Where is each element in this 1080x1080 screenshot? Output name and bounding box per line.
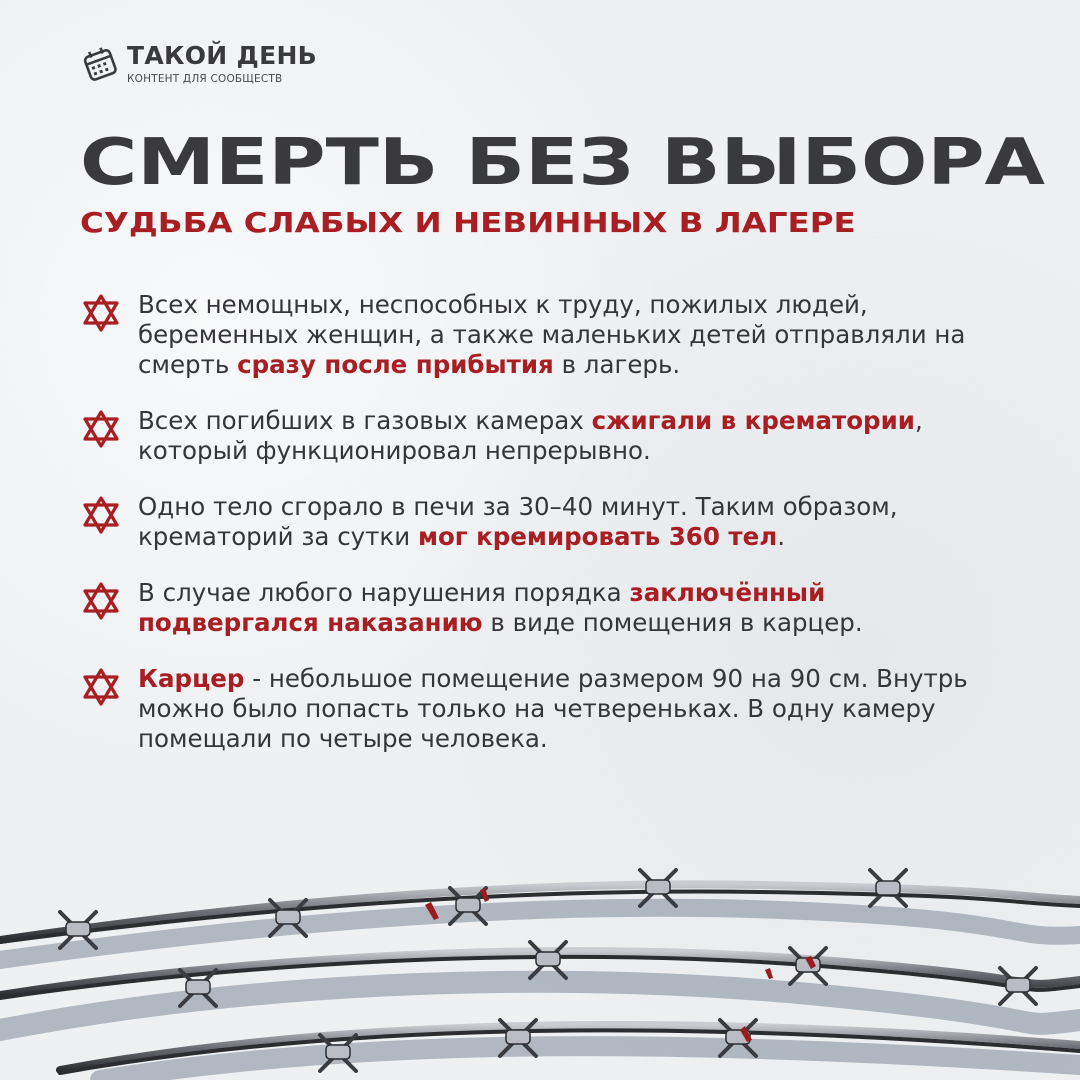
fact-text-end: в лагерь. <box>553 350 681 379</box>
fact-highlight: заключённый подвергался наказанию <box>138 578 826 637</box>
calendar-icon <box>80 44 120 84</box>
barbed-wire-illustration <box>0 830 1080 1080</box>
brand-logo <box>80 42 317 85</box>
fact-text: В случае любого нарушения порядка <box>138 578 630 607</box>
subheadline: СУДЬБА СЛАБЫХ И НЕВИННЫХ В ЛАГЕРЕ <box>80 206 856 239</box>
star-of-david-icon <box>80 580 122 622</box>
fact-text-end: в виде помещения в карцер. <box>482 608 863 637</box>
fact-item <box>80 578 1000 638</box>
fact-highlight: Карцер <box>138 664 245 693</box>
fact-text-end: . <box>777 522 785 551</box>
brand-subtitle: КОНТЕНТ ДЛЯ СООБЩЕСТВ <box>127 73 283 85</box>
brand-title: ТАКОЙ ДЕНЬ <box>127 41 318 70</box>
fact-highlight: сразу после прибытия <box>237 350 554 379</box>
star-of-david-icon <box>80 666 122 708</box>
fact-item <box>80 664 1000 754</box>
fact-text: Всех немощных, неспособных к труду, пожилых людей, беременных женщин, а также маленьких детей отправляли на смерть <box>138 290 966 379</box>
fact-text-end: - небольшое помещение размером 90 на 90 см. Внутрь можно было попасть только на четвереньках. В одну камеру помещали по четыре человека. <box>138 664 968 753</box>
star-of-david-icon <box>80 494 122 536</box>
fact-list <box>80 290 1000 780</box>
fact-text: Всех погибших в газовых камерах <box>138 406 592 435</box>
fact-text-end: , который функционировал непрерывно. <box>138 406 923 465</box>
fact-item <box>80 290 1000 380</box>
fact-item <box>80 406 1000 466</box>
fact-highlight: сжигали в крематории <box>591 406 915 435</box>
star-of-david-icon <box>80 408 122 450</box>
star-of-david-icon <box>80 292 122 334</box>
fact-highlight: мог кремировать 360 тел <box>417 522 778 551</box>
headline: СМЕРТЬ БЕЗ ВЫБОРА <box>80 126 1045 200</box>
fact-text: Одно тело сгорало в печи за 30–40 минут. Таким образом, крематорий за сутки <box>138 492 898 551</box>
fact-item <box>80 492 1000 552</box>
brand-text <box>127 42 317 85</box>
